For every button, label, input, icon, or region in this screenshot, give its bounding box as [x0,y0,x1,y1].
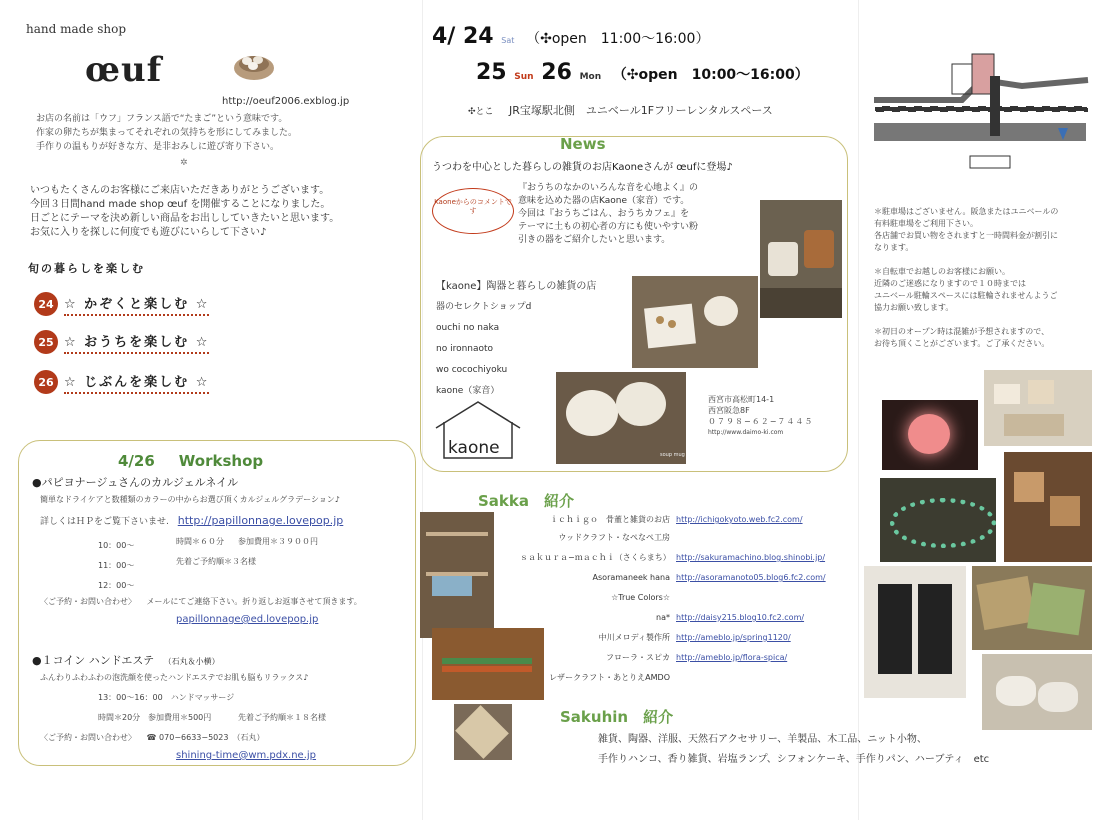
sakka-item [520,514,856,526]
sakka-name: ｓａｋｕｒａ−ｍａｃｈｉ（さくらまち） [520,553,671,562]
sakka-name: フローラ・スピカ [606,653,670,662]
kaone-logo-text: kaone [448,438,500,458]
sakka-link[interactable]: http://sakuramachino.blog.shinobi.jp/ [676,553,826,562]
dress-photo [864,566,966,698]
day-label: ☆ かぞくと楽しむ ☆ [64,293,209,316]
sakka-name: ☆True Colors☆ [611,593,670,602]
sakka-item [520,532,856,544]
workshop-times: 10：00〜 11：00〜 12：00〜 [98,541,135,590]
sakka-name: ウッドクラフト・なぺなぺ工房 [558,533,670,542]
sakka-item [520,632,856,644]
cups-photo [760,200,842,318]
shop-logo: œuf [85,50,163,90]
note-opening: ＊初日のオープン時は混雑が予想されますので、 お待ち頂くことがございます。ご了承ください。 [874,327,1050,348]
access-map [872,40,1090,190]
workshop-item-2-schedule: 13：00〜16：00 ハンドマッサージ [98,693,235,702]
workshop-item-1-desc: 簡単なドライケアと数種類のカラーの中からお選び頂くカルジェルグラデーション♪ [40,495,340,504]
news-title: News [560,135,606,153]
sakka-link[interactable]: http://asoramanoto05.blog6.fc2.com/ [676,573,826,582]
intro-paragraph-2: いつもたくさんのお客様にご来店いただきありがとうございます。 今回３日間hand made shop œuf を開催することになりました。 日ごとにテーマを決め新しい商品をお出ししていきたいと思います。 お気に入りを探しに何度でも遊びにいらして下さい♪ [30,185,340,238]
workshop-duration: 時間＊６０分 [176,537,224,546]
sakka-item [520,552,856,564]
sakka-title: Sakka 紹介 [478,492,574,510]
workshop-item-2-title: ●１コイン ハンドエステ （石丸＆小横） [32,654,220,667]
event-venue: ✣とこ JR宝塚駅北側 ユニベール1Fフリーレンタルスペース [468,104,773,117]
sakka-link[interactable]: http://ichigokyoto.web.fc2.com/ [676,515,803,524]
sakka-name: na* [656,613,670,622]
sakka-name: ｉｃｈｉｇｏ 骨董と雑貨のお店 [550,515,670,524]
blog-link[interactable]: http://oeuf2006.exblog.jp [222,96,350,107]
workshop-quota: 先着ご予約順＊３名様 [176,557,256,566]
sakka-item [520,592,856,604]
sakka-link[interactable]: http://daisy215.blog10.fc2.com/ [676,613,805,622]
sakuhin-title: Sakuhin 紹介 [560,708,674,726]
fold-line-2 [858,0,859,820]
workshop-item-2-duration: 時間＊20分 [98,713,141,722]
workshop-contact: 〈ご予約・お問い合わせ〉 メールにてご連絡下さい。折り返しお返事させて頂きます。 [40,597,362,606]
day-badge: 25 [34,330,58,354]
sakka-item [520,572,856,584]
theme-day-26 [34,368,209,396]
salt-lamp-photo [882,400,978,470]
sakka-item [520,652,856,664]
day-badge: 24 [34,292,58,316]
sakka-name: Asoramaneek hana [592,573,670,582]
sakuhin-line-1: 雑貨、陶器、洋服、天然石アクセサリー、羊製品、木工品、ニット小物、 [598,734,927,745]
theme-day-25 [34,328,209,356]
sakka-link[interactable]: http://ameblo.jp/flora-spica/ [676,653,788,662]
pouch-photo [454,704,512,760]
day-badge: 26 [34,370,58,394]
workshop-item-1-title: ●パピヨナージュさんのカルジェルネイル [32,476,239,489]
kaone-shop-text: 【kaone】陶器と暮らしの雑貨の店 器のセレクトショップd ouchi no naka no ironnaoto wo cocochiyoku kaone（家音） [436,281,597,396]
intro-paragraph-1: お店の名前は「ウフ」フランス語で“たまご”という意味です。 作家の卵たちが集まってそれぞれの気持ちを形にしてみました。 手作りの温もりが好きな方、是非おみしに遊び寄り下さい。 [36,114,298,152]
shop-tagline: hand made shop [26,22,127,36]
nest-icon [232,42,276,82]
papillonnage-email[interactable]: papillonnage@ed.lovepop.jp [176,614,319,625]
comment-bubble: Kaoneからのコメントです [432,188,514,234]
event-date-day1: 4/ 24 Sat （✣open 11:00〜16:00） [432,24,710,49]
shoes-photo [982,654,1092,730]
wood-shelf-photo [420,512,494,638]
sakka-name: レザークラフト・あとりえAMDO [549,673,670,682]
workshop-item-2-quota: 先着ご予約順＊１８名様 [238,713,326,722]
stamp-photo [1004,452,1092,562]
shining-time-email[interactable]: shining-time@wm.pdx.ne.jp [176,750,317,761]
divider-star: ✲ [180,158,188,168]
sakka-name: 中川メロディ製作所 [598,633,670,642]
theme-heading: 旬の暮らしを楽しむ [28,262,145,275]
sakka-item [520,612,856,624]
knit-photo [972,566,1092,650]
soap-photo [984,370,1092,446]
news-headline: うつわを中心とした暮らしの雑貨のお店Kaoneさんが œufに登場♪ [432,162,733,173]
day-label: ☆ じぶんを楽しむ ☆ [64,371,209,394]
sakka-link[interactable]: http://ameblo.jp/spring1120/ [676,633,791,642]
workshop-fee: 参加費用＊３９００円 [238,537,318,546]
workshop-item-2-fee: 参加費用＊500円 [148,713,212,722]
papillonnage-link[interactable]: http://papillonnage.lovepop.jp [177,514,344,527]
workshop-item-1-detail: 詳しくはＨＰをご覧下さいませ. http://papillonnage.lovepop.jp [40,514,344,527]
theme-day-24 [34,290,209,318]
workshop-item-2-contact: 〈ご予約・お問い合わせ〉 ☎ 070−6633−5023 （石丸） [40,733,265,742]
news-body: 『おうちのなかのいろんな音を心地よく』の 意味を込めた器の店Kaone（家音）です。 今回は『おうちごはん、おうちカフェ』を テーマに土もの初心者の方にも使いやすい粉 引きの器をご紹介したいと思います。 [518,183,699,245]
kaone-address: 西宮市高松町14-1 西宮阪急8F ０７９８−６２−７４４５ http://www.daimo-ki.com [708,395,814,436]
event-date-day2-3: 25 Sun 26 Mon （✣open 10:00〜16:00） [476,60,809,85]
soup-mug-photo: soup mug [556,372,686,464]
sakuhin-line-2: 手作りハンコ、香り雑貨、岩塩ランプ、シフォンケーキ、手作りパン、ハーブティ etc [598,754,990,765]
workshop-title: 4/26 Workshop [118,452,264,470]
note-bicycle: ＊自転車でお越しのお客様にお願い。 近隣のご迷惑になりますので１０時までは ユニベール駐輪スペースには駐輪されませんようご 協力お願い致します。 [874,267,1058,312]
sakka-item [520,672,856,684]
day-label: ☆ おうちを楽しむ ☆ [64,331,209,354]
beads-photo [880,478,996,562]
plate-photo [632,276,758,368]
workshop-item-2-desc: ふんわりふわふわの泡洗顔を使ったハンドエステでお肌も脳もリラックス♪ [40,673,309,682]
note-parking: ＊駐車場はございません。阪急またはユニベールの 有料駐車場をご利用下さい。 各店舗でお買い物をされますと一時間料金が割引に なります。 [874,207,1059,252]
